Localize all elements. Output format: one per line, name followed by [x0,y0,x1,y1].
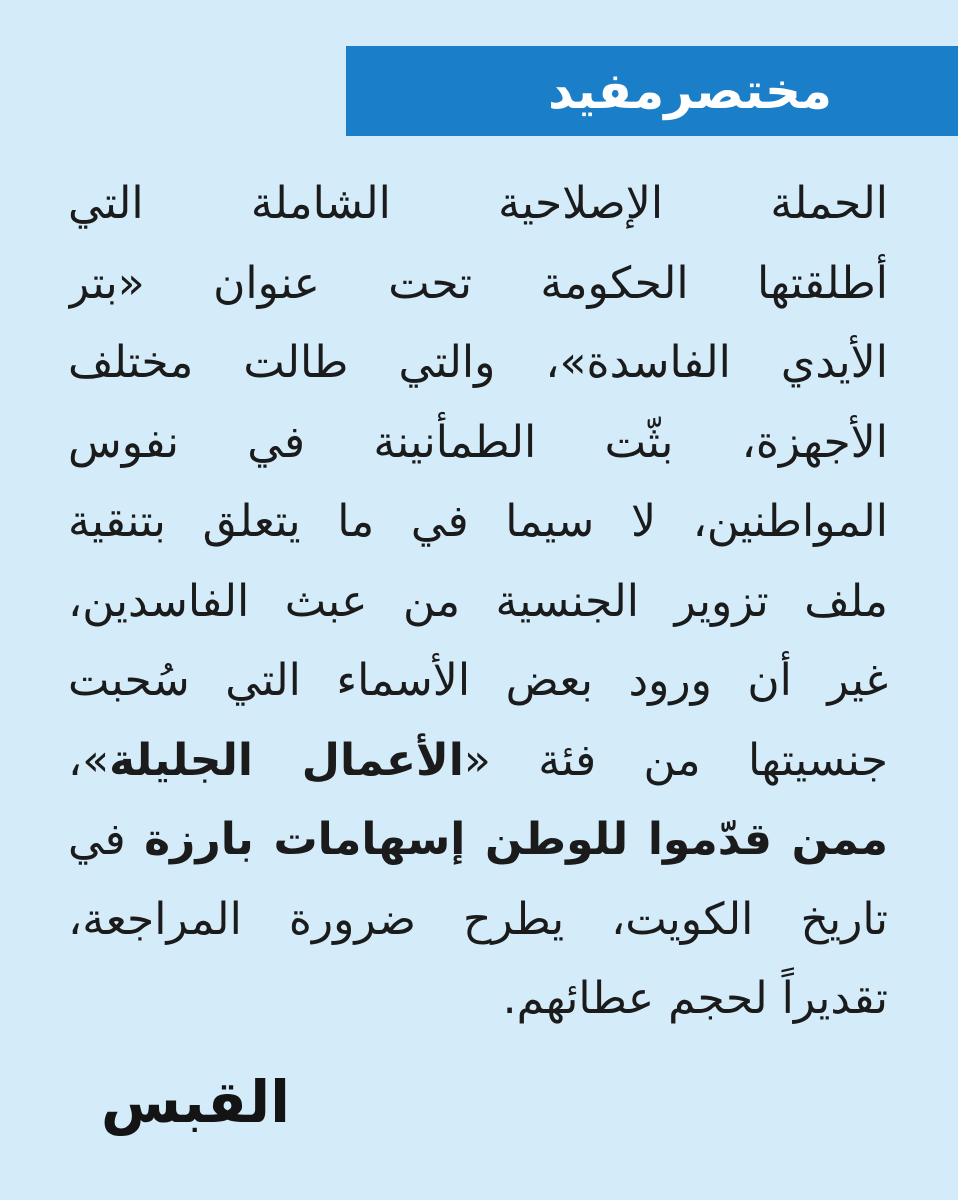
article-line: الأيدي الفاسدة»، والتي طالت مختلف [68,337,888,388]
article-line: أطلقتها الحكومة تحت عنوان «بتر [68,257,888,309]
article-line: الأجهزة، بثّت الطمأنينة في نفوس [68,416,888,468]
article-line: تقديراً لحجم عطائهم. [502,973,888,1024]
bold-phrase: الأعمال الجليلة [109,734,464,786]
article-line: غير أن ورود بعض الأسماء التي سُحبت [68,655,888,706]
article-line: المواطنين، لا سيما في ما يتعلق بتنقية [68,496,888,547]
article-line: الحملة الإصلاحية الشاملة التي [68,178,888,229]
publisher-logo [70,1062,290,1142]
article-line: ممن قدّموا للوطن إسهامات بارزة في [68,814,888,865]
header-banner [346,46,958,136]
column-title: مختصرمفيد [547,62,832,120]
logo-wordmark: القبس [100,1068,290,1136]
article-body [68,164,888,1039]
article-line: جنسيتها من فئة «الأعمال الجليلة»، [68,734,888,786]
article-line: تاريخ الكويت، يطرح ضرورة المراجعة، [68,893,888,945]
bold-phrase: ممن قدّموا للوطن إسهامات بارزة [144,814,888,865]
article-line: ملف تزوير الجنسية من عبث الفاسدين، [68,575,888,627]
